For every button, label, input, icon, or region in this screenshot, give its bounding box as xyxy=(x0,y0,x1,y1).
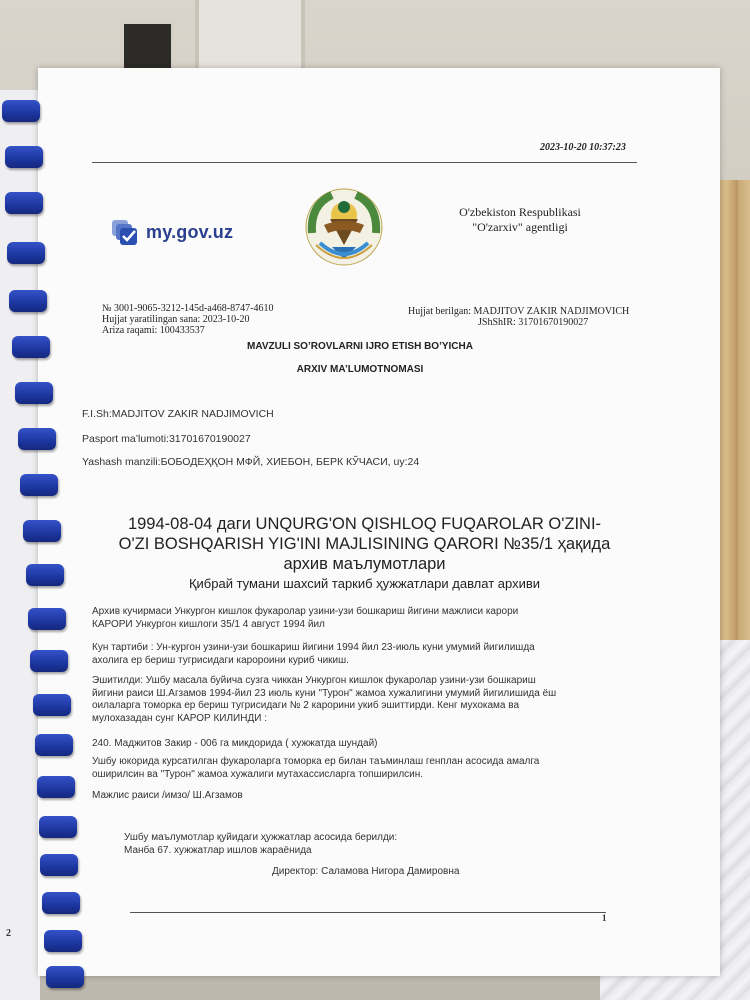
document-meta-right xyxy=(408,306,638,328)
page-number: 1 xyxy=(602,913,607,923)
jshshir: JShShIR: 31701670190027 xyxy=(478,317,589,328)
mygov-logo xyxy=(110,218,233,246)
agency-line2: "O'zarxiv" agentligi xyxy=(472,220,568,234)
paragraph-line: оширилсин ва "Турон" жамоа хужалиги мутахассисларга топширилсин. xyxy=(92,768,424,780)
binder-ring xyxy=(39,816,77,838)
footer-divider xyxy=(130,912,606,913)
back-page-number: 2 xyxy=(6,928,11,939)
paragraph-instructions xyxy=(92,756,612,781)
binder-ring xyxy=(28,608,66,630)
paragraph-line: КАРОРИ Ункургон кишлоги 35/1 4 август 1994 йил xyxy=(92,618,325,630)
logo-text: my.gov.uz xyxy=(146,221,234,242)
document-timestamp: 2023-10-20 10:37:23 xyxy=(540,142,626,153)
binder-ring xyxy=(5,192,43,214)
mygov-logo-icon xyxy=(110,218,140,246)
agency-line1: O'zbekiston Respublikasi xyxy=(459,205,581,219)
binder-ring xyxy=(30,650,68,672)
binder-ring xyxy=(20,474,58,496)
person-passport: Pasport ma’lumoti:31701670190027 xyxy=(82,433,251,445)
binder-ring xyxy=(33,694,71,716)
binder-ring xyxy=(23,520,61,542)
paragraph-line: оилаларга томорка ер бериш тугрисидаги № 2 карорини укиб эшиттирди. Кенг мухокама ва xyxy=(92,700,520,711)
title-line-1: MAVZULI SO’ROVLARNI IJRO ETISH BO’YICHA xyxy=(247,341,473,352)
binder-ring xyxy=(15,382,53,404)
binder-ring xyxy=(26,564,64,586)
paragraph-line: Эшитилди: Ушбу масала буйича сузга чиккан Ункургон кишлок фукаролар узини-узи бошкариш xyxy=(92,675,536,686)
document-meta-left xyxy=(102,303,273,336)
paragraph-line: Кун тартиби : Ун-кургон узини-узи бошкариш йигини 1994 йил 23-июль куни умумий йигилишда xyxy=(92,642,535,653)
paragraph-archive-excerpt xyxy=(92,606,612,631)
state-emblem-icon xyxy=(302,185,386,269)
binder-ring xyxy=(7,242,45,264)
binder-ring xyxy=(9,290,47,312)
binder-ring xyxy=(5,146,43,168)
paragraph-decision-item: 240. Маджитов Закир - 006 га микдорида ( хужжатда шундай) xyxy=(92,738,378,749)
document-title-line2: O'ZI BOSHQARISH YIG'INI MAJLISINING QARORI №35/1 ҳақида xyxy=(118,535,611,553)
binder-rings xyxy=(0,100,80,1000)
paragraph-chairman: Мажлис раиси /имзо/ Ш.Агзамов xyxy=(92,790,243,801)
paragraph-line: Ушбу маълумотлар қуйидаги ҳужжатлар асосида берилди: xyxy=(124,832,398,843)
binder-ring xyxy=(37,776,75,798)
document-title-line1: 1994-08-04 даги UNQURG'ON QISHLOQ FUQAROLAR O'ZINI- xyxy=(127,515,602,533)
binder-ring xyxy=(40,854,78,876)
binder-ring xyxy=(18,428,56,450)
director-signature: Директор: Саламова Нигора Дамировна xyxy=(272,866,460,877)
binder-ring xyxy=(44,930,82,952)
document-number: № 3001-9065-3212-145d-a468-8747-4610 xyxy=(102,303,274,314)
paragraph-line: йигини раиси Ш.Агзамов 1994-йил 23 июль куни "Турон" жамоа хужалигини умумий йигилишида ёш xyxy=(92,687,557,699)
paragraph-line: Ушбу юкорида курсатилган фукароларга томорка ер билан таъминлаш генплан асосида амалга xyxy=(92,756,540,767)
paragraph-heard xyxy=(92,675,612,725)
binder-ring xyxy=(42,892,80,914)
document-title-line3: архив маълумотлари xyxy=(283,555,446,573)
paragraph-line: Манба 67. хужжатлар ишлов жараёнида xyxy=(124,844,312,856)
document-title xyxy=(92,514,637,574)
paragraph-sources xyxy=(124,832,644,857)
binder-ring xyxy=(46,966,84,988)
creation-date: Hujjat yaratilingan sana: 2023-10-20 xyxy=(102,314,250,325)
title-line-2: ARXIV MA’LUMOTNOMASI xyxy=(296,364,424,375)
request-number: Ariza raqami: 100433537 xyxy=(102,325,205,336)
agency-name xyxy=(450,205,590,235)
binder-ring xyxy=(35,734,73,756)
binder-ring xyxy=(12,336,50,358)
archive-name: Қибрай тумани шахсий таркиб ҳужжатлари давлат архиви xyxy=(188,576,541,591)
paragraph-line: мулохазадан сунг КАРОР КИЛИНДИ : xyxy=(92,712,267,724)
paragraph-line: Архив кучирмаси Ункургон кишлок фукаролар узини-узи бошкариш йигини мажлиси карори xyxy=(92,606,519,617)
binder-ring xyxy=(2,100,40,122)
header-divider xyxy=(92,162,637,163)
issued-to: Hujjat berilgan: MADJITOV ZAKIR NADJIMOVICH xyxy=(408,306,630,317)
paragraph-agenda xyxy=(92,642,612,667)
paragraph-line: ахолига ер бериш тугрисидаги каророини куриб чикиш. xyxy=(92,654,349,666)
person-fio: F.I.Sh:MADJITOV ZAKIR NADJIMOVICH xyxy=(82,408,274,420)
person-address: Yashash manzili:БОБОДЕҲҚОН МФЙ, ХИЕБОН, БЕРК КЎЧАСИ, uy:24 xyxy=(82,456,420,468)
